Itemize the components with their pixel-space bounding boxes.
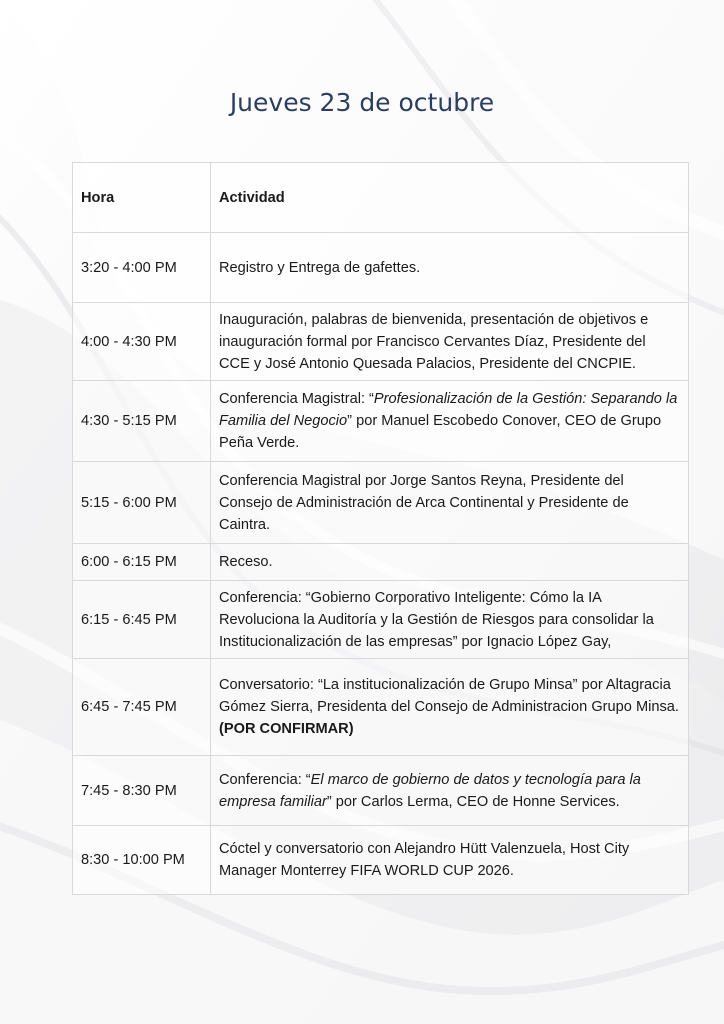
- header-time: Hora: [73, 163, 211, 233]
- table-row: [73, 233, 689, 303]
- row-activity: Cóctel y conversatorio con Alejandro Hütt Valenzuela, Host City Manager Monterrey FIFA WORLD CUP 2026.: [211, 826, 689, 895]
- row-time: 5:15 - 6:00 PM: [73, 462, 211, 544]
- row-time: 4:30 - 5:15 PM: [73, 381, 211, 462]
- row-time: 3:20 - 4:00 PM: [73, 233, 211, 303]
- row-activity: Conferencia: “Gobierno Corporativo Inteligente: Cómo la IA Revoluciona la Auditoría y la Gestión de Riesgos para consolidar la Institucionalización de las empresas” por Ignacio López Gay,: [211, 581, 689, 659]
- row-activity: Conferencia: “El marco de gobierno de datos y tecnología para la empresa familiar” por Carlos Lerma, CEO de Honne Services.: [211, 756, 689, 826]
- row-time: 6:15 - 6:45 PM: [73, 581, 211, 659]
- row-time: 6:00 - 6:15 PM: [73, 544, 211, 581]
- table-row: [73, 756, 689, 826]
- table-row: [73, 303, 689, 381]
- table-row: [73, 826, 689, 895]
- row-time: 4:00 - 4:30 PM: [73, 303, 211, 381]
- page-title: Jueves 23 de octubre: [229, 88, 495, 117]
- table-row: [73, 462, 689, 544]
- row-activity: Registro y Entrega de gafettes.: [211, 233, 689, 303]
- row-activity: Receso.: [211, 544, 689, 581]
- row-time: 8:30 - 10:00 PM: [73, 826, 211, 895]
- row-time: 7:45 - 8:30 PM: [73, 756, 211, 826]
- table-header-row: [73, 163, 689, 233]
- table-row: [73, 659, 689, 756]
- table-row: [73, 544, 689, 581]
- table-row: [73, 381, 689, 462]
- schedule-table: [72, 162, 689, 895]
- row-activity: Conferencia Magistral: “Profesionalización de la Gestión: Separando la Familia del Negocio” por Manuel Escobedo Conover, CEO de Grupo Peña Verde.: [211, 381, 689, 462]
- row-activity: Conferencia Magistral por Jorge Santos Reyna, Presidente del Consejo de Administración de Arca Continental y Presidente de Caintra.: [211, 462, 689, 544]
- header-activity: Actividad: [211, 163, 689, 233]
- table-row: [73, 581, 689, 659]
- row-time: 6:45 - 7:45 PM: [73, 659, 211, 756]
- pending-confirmation-label: (POR CONFIRMAR): [219, 721, 354, 737]
- row-activity: Conversatorio: “La institucionalización de Grupo Minsa” por Altagracia Gómez Sierra, Presidenta del Consejo de Administracion Grupo Minsa. (POR CONFIRMAR): [211, 659, 689, 756]
- row-activity: Inauguración, palabras de bienvenida, presentación de objetivos e inauguración formal por Francisco Cervantes Díaz, Presidente del CCE y José Antonio Quesada Palacios, Presidente del CNCPIE.: [211, 303, 689, 381]
